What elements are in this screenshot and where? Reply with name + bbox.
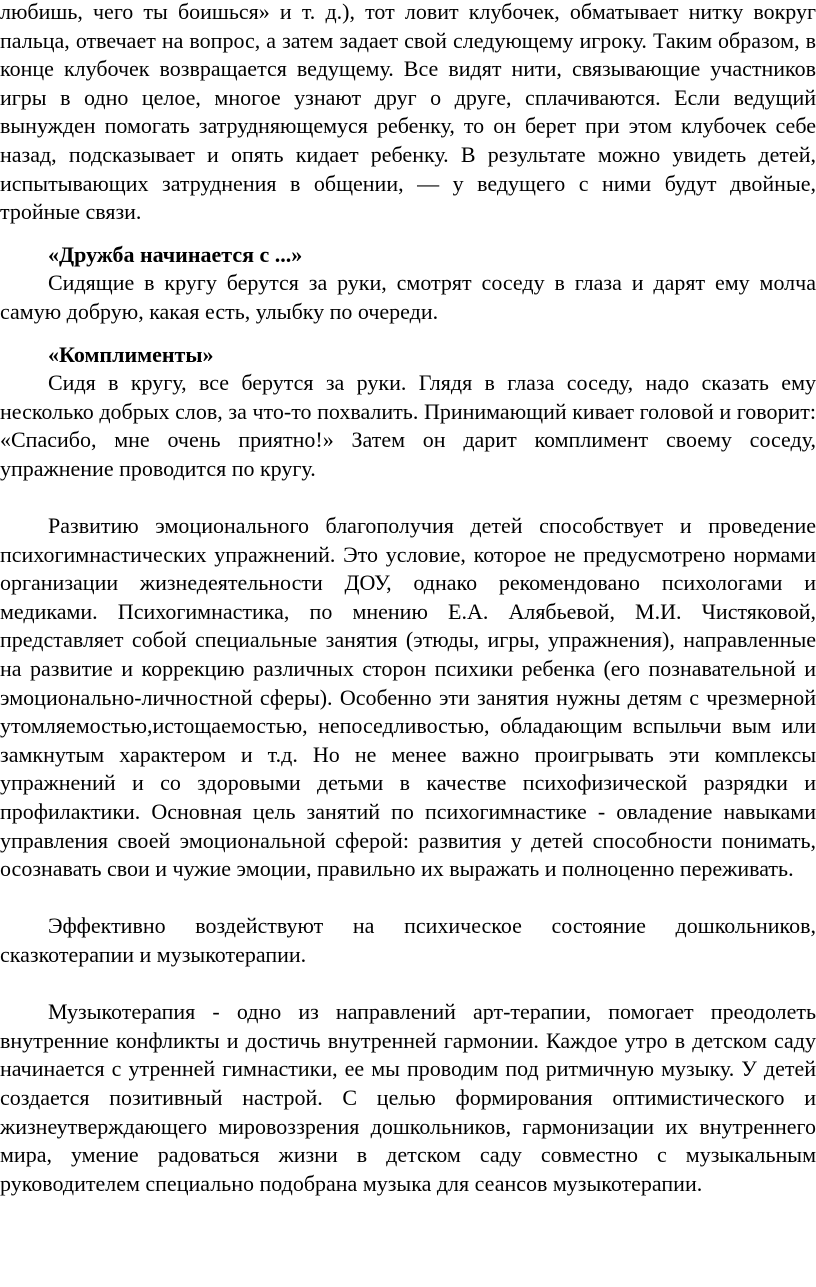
section-title-compliments: «Комплименты» bbox=[48, 341, 214, 367]
section-text-compliments: Сидя в кругу, все берутся за руки. Глядя в глаза соседу, надо сказать ему несколько добрых слов, за что-то похвалить. Принимающий кивает головой и говорит: «Спасибо, мне очень приятно!» Затем он дарит комплимент своему соседу, упражнение проводится по кругу. bbox=[0, 370, 816, 481]
spacer bbox=[0, 484, 816, 513]
paragraph-psychogymnastics: Развитию эмоционального благополучия детей способствует и проведение психогимнастических упражнений. Это условие, которое не предусмотрено нормами организации жизнедеятельности ДОУ, однако рекомендовано психологами и медиками. Психогимнастика, по мнению Е.А. Алябьевой, М.И. Чистяковой, представляет собой специальные занятия (этюды, игры, упражнения), направленные на развитие и коррекцию различных сторон психики ребенка (его познавательной и эмоционально-личностной сферы). Особенно эти занятия нужны детям с чрезмерной утомляемостью,истощаемостью, непоседливостью, обладающим вспыльчи вым или замкнутым характером и т.д. Но не менее важно проигрывать эти комплексы упражнений и со здоровыми детьми в качестве психофизической разрядки и профилактики. Основная цель занятий по психогимнастике - овладение навыками управления своей эмоциональной сферой: развития у детей способности понимать, осознавать свои и чужие эмоции, правильно их выражать и полноценно переживать. bbox=[0, 513, 816, 882]
paragraph-fairytale-therapy: Эффективно воздействуют на психическое состояние дошкольников, сказкотерапии и музыкотерапии. bbox=[0, 913, 816, 967]
spacer bbox=[0, 227, 816, 241]
paragraph-music-therapy: Музыкотерапия - одно из направлений арт-терапии, помогает преодолеть внутренние конфликты и достичь внутренней гармонии. Каждое утро в детском саду начинается с утренней гимнастики, ее мы проводим под ритмичную музыку. У детей создается позитивный настрой. С целью формирования оптимистического и жизнеутверждающего мировоззрения дошкольников, гармонизации их внутреннего мира, умение радоваться жизни в детском саду совместно с музыкальным руководителем специально подобрана музыка для сеансов музыкотерапии. bbox=[0, 999, 816, 1196]
section-title-friendship: «Дружба начинается с ...» bbox=[48, 241, 303, 267]
section-text-friendship: Сидящие в кругу берутся за руки, смотрят соседу в глаза и дарят ему молча самую добрую, какая есть, улыбку по очереди. bbox=[0, 270, 816, 324]
spacer bbox=[0, 327, 816, 341]
intro-paragraph: любишь, чего ты боишься» и т. д.), тот ловит клубочек, обматывает нитку вокруг пальца, отвечает на вопрос, а затем задает свой следующему игроку. Таким образом, в конце клубочек возвращается ведущему. Все видят нити, связывающие участников игры в одно целое, многое узнают друг о друге, сплачиваются. Если ведущий вынужден помогать затрудняющемуся ребенку, то он берет при этом клубочек себе назад, подсказывает и опять кидает ребенку. В результате можно увидеть детей, испытывающих затруднения в общении, — у ведущего с ними будут двойные, тройные связи. bbox=[0, 0, 816, 225]
spacer bbox=[0, 970, 816, 999]
spacer bbox=[0, 884, 816, 913]
